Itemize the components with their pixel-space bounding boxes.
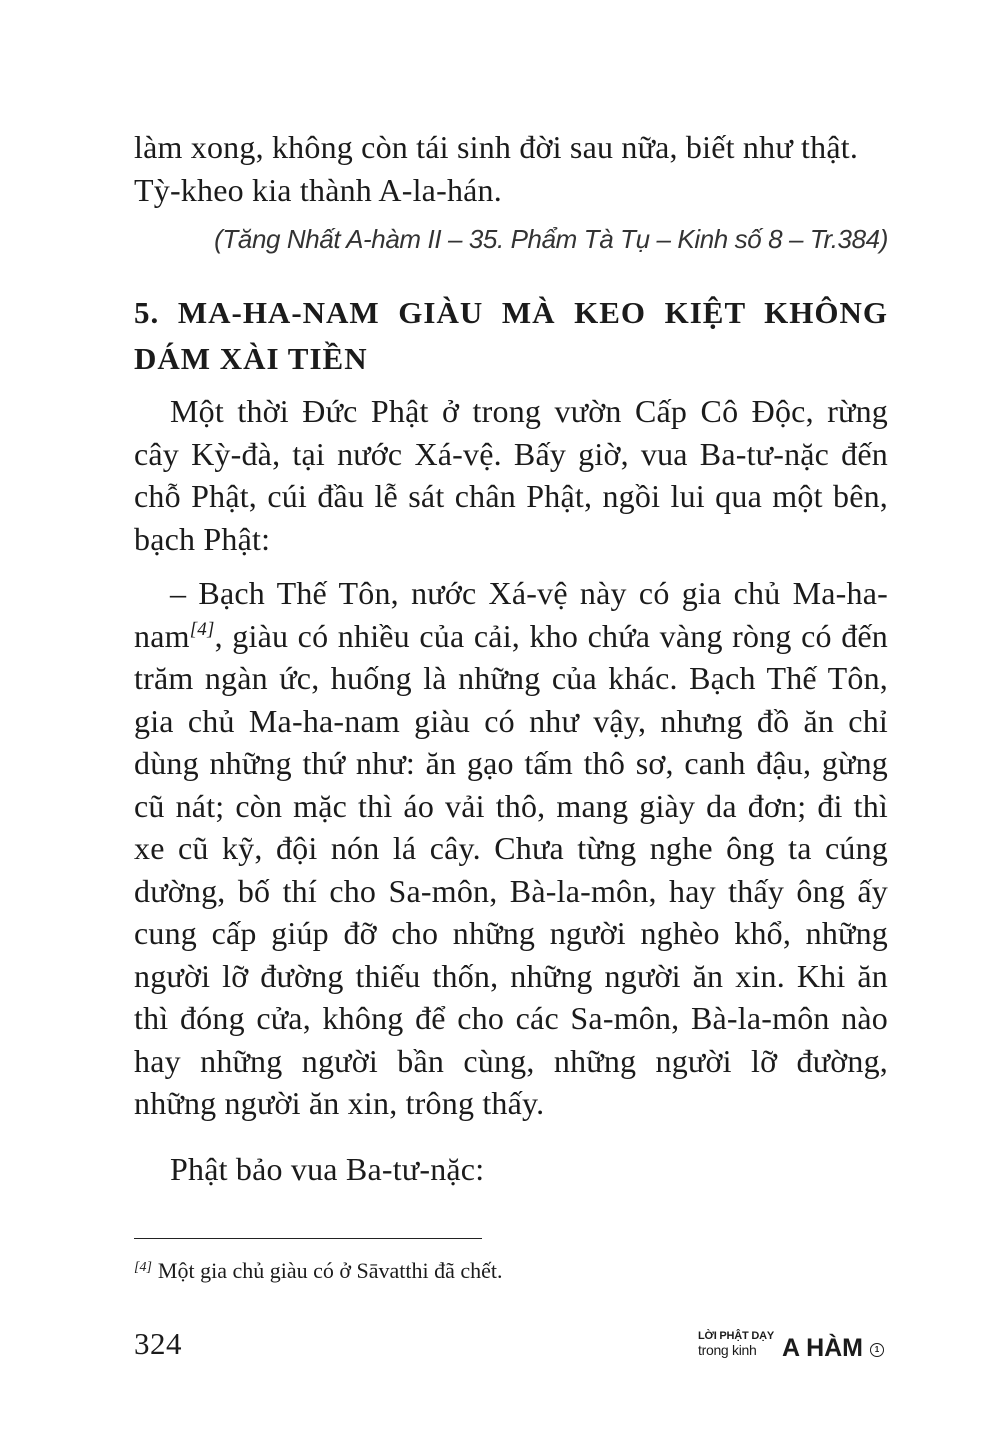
volume-badge-icon: 1 <box>870 1343 884 1357</box>
source-citation: (Tăng Nhất A-hàm II – 35. Phẩm Tà Tụ – Kinh số 8 – Tr.384) <box>214 224 888 254</box>
continuation-line-1: làm xong, không còn tái sinh đời sau nữa, biết như thật. <box>134 129 859 165</box>
footnote <box>134 1256 503 1286</box>
brand-line-2: trong kinh <box>698 1342 757 1358</box>
footnote-text: Một gia chủ giàu có ở Sāvatthi đã chết. <box>157 1258 503 1283</box>
brand-title: A HÀM <box>782 1334 864 1362</box>
page-number: 324 <box>134 1326 182 1361</box>
footnote-marker: [4] <box>134 1260 152 1275</box>
brand-line-1: LỜI PHẬT DẠY <box>698 1330 775 1342</box>
section-heading: 5. MA-HA-NAM GIÀU MÀ KEO KIỆT KHÔNG DÁM XÀI TIỀN <box>134 295 888 376</box>
paragraph-2 <box>134 572 888 1125</box>
continuation-line-2: Tỳ-kheo kia thành A-la-hán. <box>134 171 502 208</box>
paragraph-2-start: – Bạch Thế Tôn, nước Xá-vệ này có gia chủ Ma-ha-nam <box>134 575 888 654</box>
footnote-divider <box>134 1238 482 1239</box>
continuation-paragraph <box>134 126 888 211</box>
paragraph-1-text: Một thời Đức Phật ở trong vườn Cấp Cô Độc, rừng cây Kỳ-đà, tại nước Xá-vệ. Bấy giờ, vua Ba-tư-nặc đến chỗ Phật, cúi đầu lễ sát chân Phật, ngồi lui qua một bên, bạch Phật: <box>134 393 888 557</box>
paragraph-2-rest: , giàu có nhiều của cải, kho chứa vàng ròng có đến trăm ngàn ức, huống là những của khác. Bạch Thế Tôn, gia chủ Ma-ha-nam giàu có như vậy, nhưng đồ ăn chỉ dùng những thứ như: ăn gạo tấm thô sơ, canh đậu, gừng cũ nát; còn mặc thì áo vải thô, mang giày da đơn; đi thì xe cũ kỹ, đội nón lá cây. Chưa từng nghe ông ta cúng dường, bố thí cho Sa-môn, Bà-la-môn, hay thấy ông ấy cung cấp giúp đỡ cho những người nghèo khổ, những người lỡ đường thiếu thốn, những người ăn xin. Khi ăn thì đóng cửa, không để cho các Sa-môn, Bà-la-môn nào hay những người bần cùng, những người lỡ đường, những người ăn xin, trông thấy. <box>134 617 888 1121</box>
paragraph-3-text: Phật bảo vua Ba-tư-nặc: <box>170 1151 485 1187</box>
paragraph-1 <box>134 390 888 560</box>
paragraph-3 <box>134 1148 888 1191</box>
book-brand-logo <box>698 1330 888 1366</box>
footnote-reference[interactable]: [4] <box>189 618 215 640</box>
